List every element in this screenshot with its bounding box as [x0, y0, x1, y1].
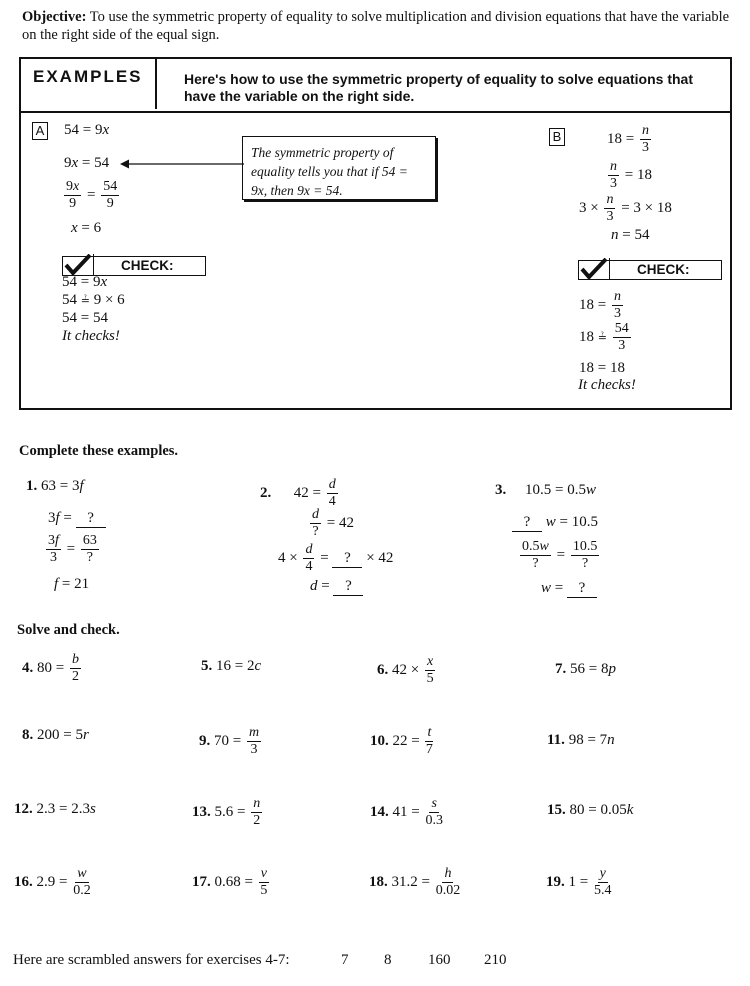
scrambled-answer: 210 — [484, 952, 507, 968]
scrambled-answer: 7 — [341, 952, 349, 968]
examples-heading: Here's how to use the symmetric property of equality to solve equations that have the variable on the right side. — [184, 71, 693, 104]
example-b-label: B — [549, 128, 565, 146]
check-b-line-3: 18 = 18 — [579, 360, 625, 376]
example-a-label: A — [32, 122, 48, 140]
scrambled-answer: 160 — [428, 952, 451, 968]
problem-15: 15. 80 = 0.05k — [547, 802, 634, 818]
problem-1-step-4: f = 21 — [54, 576, 90, 592]
problem-11: 11. 98 = 7n — [547, 732, 615, 748]
problem-3-step-4: w = ? — [541, 580, 597, 598]
problem-12: 12. 2.3 = 2.3s — [14, 801, 96, 817]
problem-17: 17. 0.68 = $\frac{v}{5}$ — [192, 866, 268, 898]
check-a-line-3: 54 = 54 — [62, 310, 108, 326]
problem-2-step-2: $\frac{d}{?}$ = 42 — [312, 507, 354, 539]
problem-2: 2. 42 = $\frac{d}{4}$ — [260, 477, 336, 509]
check-b-line-1: 18 = $\frac{n}{3}$ — [579, 289, 621, 321]
problem-1-step-2: 3f = ? — [48, 510, 106, 528]
problem-6: 6. 42 × $\frac{x}{5}$ — [377, 654, 434, 686]
example-b-step-3: 3 × $\frac{n}{3}$ = 3 × 18 — [579, 192, 672, 224]
objective-text: To use the symmetric property of equality to solve multiplication and division equations that have the variable on the right side of the equal sign. — [22, 9, 730, 43]
check-label-a: CHECK: — [62, 256, 206, 276]
arrow-left-icon — [120, 158, 246, 170]
example-a-step-2: 9x = 54 — [64, 155, 110, 171]
problem-2-step-4: d = ? — [310, 578, 363, 596]
check-a-line-2: 54 ≟ 9 × 6 — [62, 292, 125, 308]
problem-10: 10. 22 = $\frac{t}{7}$ — [370, 725, 433, 757]
problem-19: 19. 1 = $\frac{y}{5.4}$ — [546, 866, 612, 898]
problem-13: 13. 5.6 = $\frac{n}{2}$ — [192, 796, 261, 828]
problem-1: 1. 63 = 3f — [26, 478, 84, 494]
problem-4: 4. 80 = $\frac{b}{2}$ — [22, 652, 79, 684]
note-box: The symmetric property of equality tells you that if 54 = 9x, then 9x = 54. — [242, 136, 436, 200]
example-b-step-1: 18 = $\frac{n}{3}$ — [607, 123, 649, 155]
problem-3-step-3: $\frac{0.5w}{?}$ = $\frac{10.5}{?}$ — [522, 539, 598, 571]
problem-2-step-3: 4 × $\frac{d}{4}$ = ? × 42 — [278, 542, 394, 574]
problem-7: 7. 56 = 8p — [555, 661, 616, 677]
it-checks-a: It checks! — [62, 328, 120, 344]
problem-3-step-2: ? w = 10.5 — [512, 514, 598, 532]
it-checks-b: It checks! — [578, 377, 636, 393]
problem-1-step-3: $\frac{3f}{3}$ = $\frac{63}{?}$ — [48, 533, 97, 565]
problem-14: 14. 41 = $\frac{s}{0.3}$ — [370, 796, 443, 828]
example-a-step-4: x = 6 — [71, 220, 102, 236]
section-complete: Complete these examples. — [19, 443, 179, 459]
objective-label: Objective: — [22, 9, 87, 25]
problem-18: 18. 31.2 = $\frac{h}{0.02}$ — [369, 866, 461, 898]
example-b-step-4: n = 54 — [611, 227, 650, 243]
problem-16: 16. 2.9 = $\frac{w}{0.2}$ — [14, 866, 91, 898]
example-a-step-3: $\frac{9x}{9}$ = $\frac{54}{9}$ — [66, 179, 118, 211]
check-b-line-2: 18 ≟ $\frac{54}{3}$ — [579, 321, 629, 353]
problem-9: 9. 70 = $\frac{m}{3}$ — [199, 725, 260, 757]
objective — [22, 8, 737, 44]
problem-8: 8. 200 = 5r — [22, 727, 89, 743]
scrambled-answer: 8 — [384, 952, 392, 968]
problem-3: 3. 10.5 = 0.5w — [495, 482, 596, 498]
example-b-step-2: $\frac{n}{3}$ = 18 — [610, 159, 652, 191]
examples-header — [21, 59, 730, 113]
checkmark-icon — [63, 254, 94, 276]
check-a-line-1: 54 = 9x — [62, 274, 108, 290]
section-solve: Solve and check. — [17, 622, 120, 638]
problem-5: 5. 16 = 2c — [201, 658, 262, 674]
checkmark-icon — [579, 258, 610, 280]
check-label-b: CHECK: — [578, 260, 722, 280]
examples-title: EXAMPLES — [21, 59, 157, 109]
example-a-step-1: 54 = 9x — [64, 122, 110, 138]
scrambled-answers-label: Here are scrambled answers for exercises 4-7: — [13, 952, 290, 968]
